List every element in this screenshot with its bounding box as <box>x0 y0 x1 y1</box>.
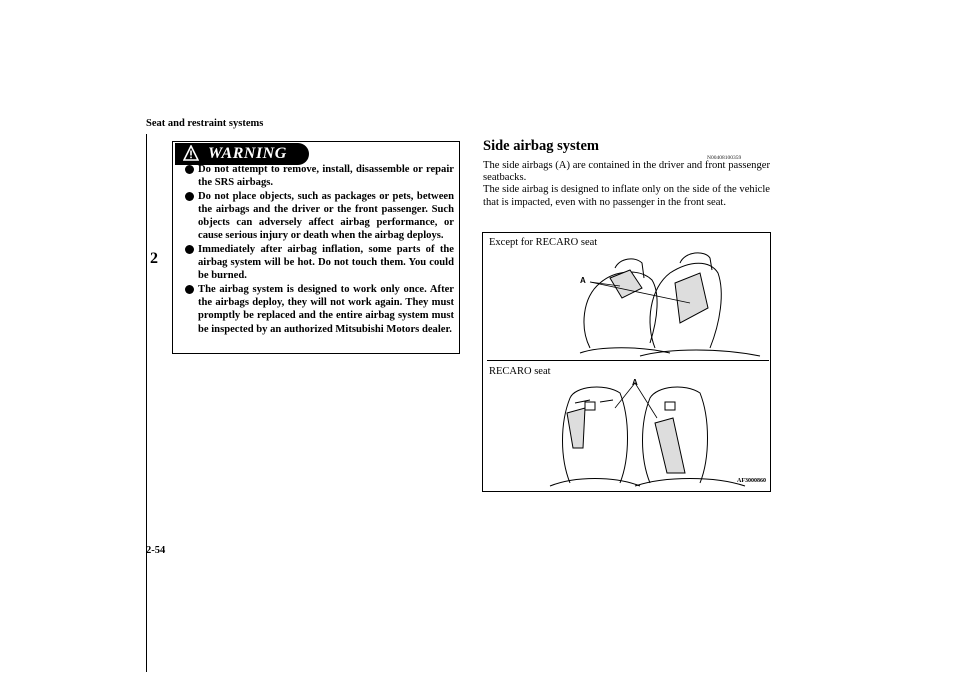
bullet-icon <box>185 285 194 294</box>
body-paragraph: The side airbags (A) are contained in the driver and front passenger seatbacks. <box>483 160 770 184</box>
callout-a-top: A <box>580 276 586 285</box>
figure-code: AF3000860 <box>737 478 766 484</box>
page-number: 2-54 <box>146 545 166 556</box>
warning-item: Do not place objects, such as packages or pets, between the airbags and the driver or the front passenger. Such objects can adversely affect airbag performance, or cause serious injury or death when the airbag deploys. <box>186 190 454 243</box>
figure-divider <box>487 360 769 361</box>
warning-item: Immediately after airbag inflation, some parts of the airbag system will be hot. Do not touch them. You could be burned. <box>186 243 454 283</box>
body-paragraph: The side airbag is designed to inflate only on the side of the vehicle that is impacted, even with no passenger in the front seat. <box>483 184 770 208</box>
warning-triangle-icon <box>183 145 199 161</box>
bullet-icon <box>185 165 194 174</box>
warning-item: The airbag system is designed to work only once. After the airbags deploy, they will not work again. They must promptly be replaced and the entire airbag system must be inspected by an authorized Mitsubishi Motors dealer. <box>186 283 454 336</box>
chapter-number: 2 <box>150 250 158 267</box>
section-body <box>483 160 770 209</box>
figure-label-standard: Except for RECARO seat <box>489 237 598 248</box>
recaro-seat-illustration <box>545 378 755 488</box>
warning-list <box>186 163 454 336</box>
warning-item: Do not attempt to remove, install, disassemble or repair the SRS airbags. <box>186 163 454 190</box>
section-title: Side airbag system <box>483 138 599 154</box>
standard-seat-illustration <box>560 248 770 358</box>
callout-a-bottom: A <box>632 378 638 387</box>
bullet-icon <box>185 245 194 254</box>
bullet-icon <box>185 192 194 201</box>
warning-label: WARNING <box>208 145 287 162</box>
running-header: Seat and restraint systems <box>146 118 264 129</box>
reference-code: N00408100359 <box>707 155 742 161</box>
chapter-margin-rule <box>146 134 147 672</box>
warning-header <box>175 143 309 165</box>
figure-label-recaro: RECARO seat <box>489 366 551 377</box>
